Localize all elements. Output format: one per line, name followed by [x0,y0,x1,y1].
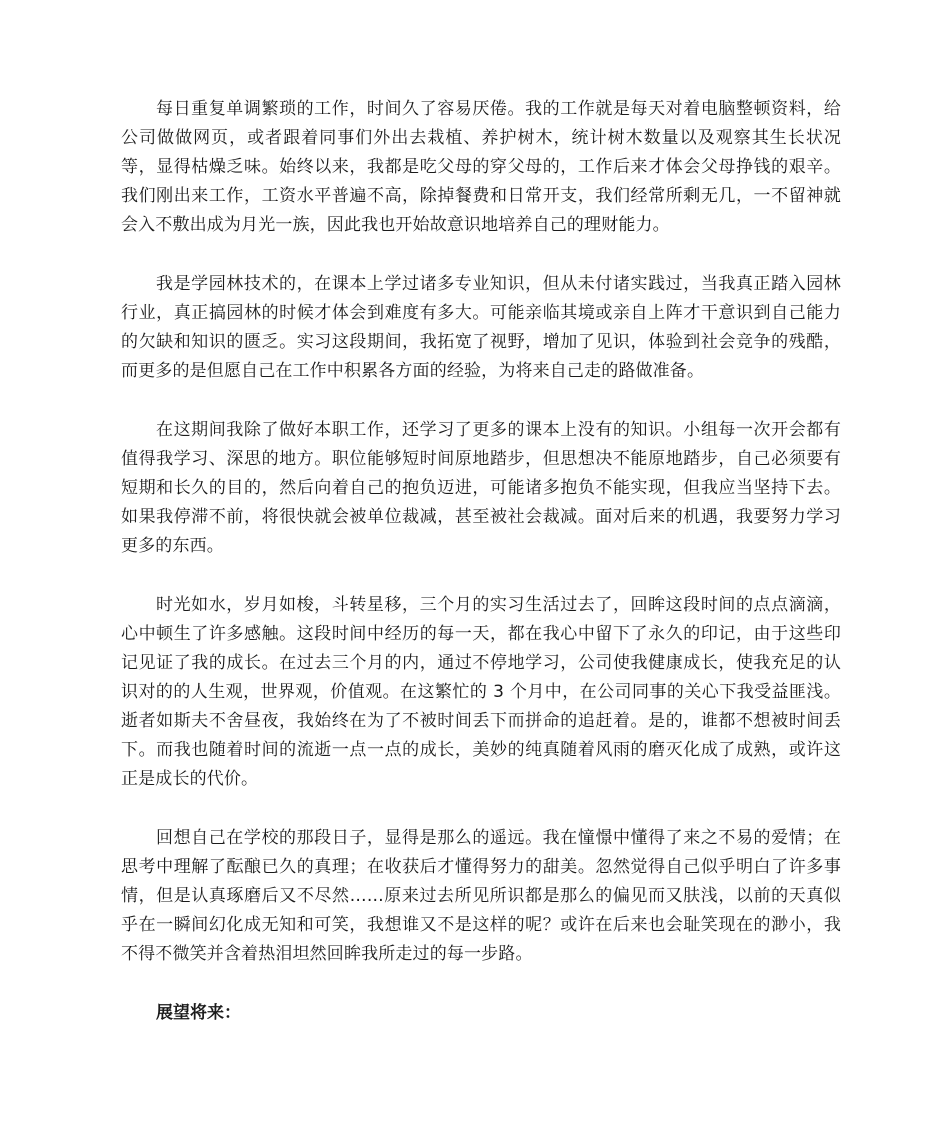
document-body [121,95,841,1028]
paragraph-2: 我是学园林技术的，在课本上学过诸多专业知识，但从未付诸实践过，当我真正踏入园林行业，真正搞园林的时候才体会到难度有多大。可能亲临其境或亲自上阵才干意识到自己能力的欠缺和知识的匮乏。实习这段期间，我拓宽了视野，增加了见识，体验到社会竞争的残酷，而更多的是但愿自己在工作中积累各方面的经验，为将来自己走的路做准备。 [121,274,841,381]
paragraph-3: 在这期间我除了做好本职工作，还学习了更多的课本上没有的知识。小组每一次开会都有值得我学习、深思的地方。职位能够短时间原地踏步，但思想决不能原地踏步，自己必须要有短期和长久的目的，然后向着自己的抱负迈进，可能诸多抱负不能实现，但我应当坚持下去。如果我停滞不前，将很快就会被单位裁减，甚至被社会裁减。面对后来的机遇，我要努力学习更多的东西。 [121,420,841,556]
paragraph-1: 每日重复单调繁琐的工作，时间久了容易厌倦。我的工作就是每天对着电脑整顿资料，给公司做做网页，或者跟着同事们外出去栽植、养护树木，统计树木数量以及观察其生长状况等，显得枯燥乏味。始终以来，我都是吃父母的穿父母的，工作后来才体会父母挣钱的艰辛。我们刚出来工作，工资水平普遍不高，除掉餐费和日常开支，我们经常所剩无几，一不留神就会入不敷出成为月光一族，因此我也开始故意识地培养自己的理财能力。 [121,99,841,235]
paragraph-4: 时光如水，岁月如梭，斗转星移，三个月的实习生活过去了，回眸这段时间的点点滴滴，心中顿生了许多感触。这段时间中经历的每一天，都在我心中留下了永久的印记，由于这些印记见证了我的成长。在过去三个月的内，通过不停地学习，公司使我健康成长，使我充足的认识对的的人生观，世界观，价值观。在这繁忙的 3 个月中，在公司同事的关心下我受益匪浅。逝者如斯夫不舍昼夜，我始终在为了不被时间丢下而拼命的追赶着。是的，谁都不想被时间丢下。而我也随着时间的流逝一点一点的成长，美妙的纯真随着风雨的磨灭化成了成熟，或许这正是成长的代价。 [121,595,841,789]
paragraph-5: 回想自己在学校的那段日子，显得是那么的遥远。我在憧憬中懂得了来之不易的爱情；在思考中理解了酝酿已久的真理；在收获后才懂得努力的甜美。忽然觉得自己似乎明白了许多事情，但是认真琢磨后又不尽然……原来过去所见所识都是那么的偏见而又肤浅，以前的天真似乎在一瞬间幻化成无知和可笑，我想谁又不是这样的呢？或许在后来也会耻笑现在的渺小，我不得不微笑并含着热泪坦然回眸我所走过的每一步路。 [121,828,841,964]
section-heading: 展望将来： [156,1003,241,1023]
